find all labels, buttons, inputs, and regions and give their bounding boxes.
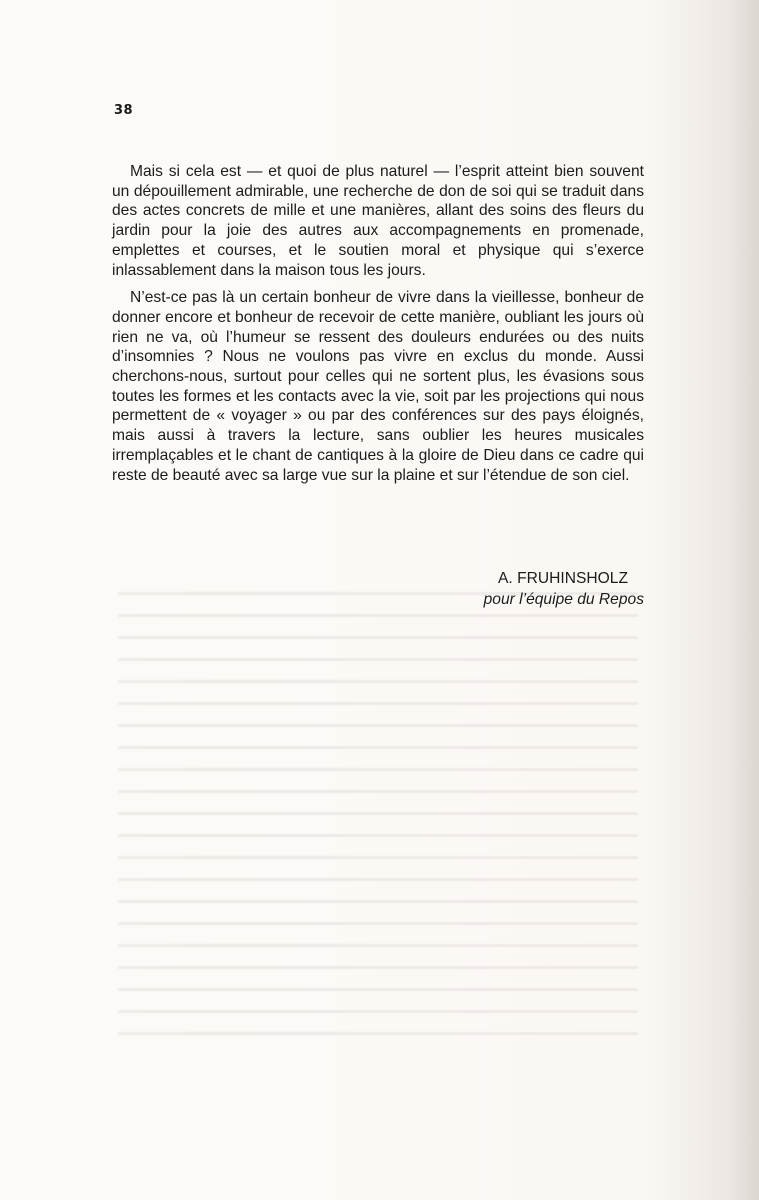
- reverse-side-bleed-through: [118, 580, 638, 1040]
- author-team: pour l’équipe du Repos: [483, 591, 644, 608]
- body-text: [112, 162, 644, 485]
- signature-block: [484, 568, 644, 610]
- author-name: A. FRUHINSHOLZ: [498, 570, 628, 587]
- paragraph-1: Mais si cela est — et quoi de plus naturel — l’esprit atteint bien souvent un dépouillement admirable, une recherche de don de soi qui se traduit dans des actes concrets de mille et une manières, allant des soins des fleurs du jardin pour la joie des autres aux accompagnements en promenade, emplettes et courses, et le soutien moral et physique qui s’exerce inlassablement dans la maison tous les jours.: [112, 163, 644, 279]
- paragraph-2: N’est-ce pas là un certain bonheur de vivre dans la vieillesse, bonheur de donner encore et bonheur de recevoir de cette manière, oubliant les jours où rien ne va, où l’humeur se ressent des douleurs endurées ou des nuits d’insomnies ? Nous ne voulons pas vivre en exclus du monde. Aussi cherchons-nous, surtout pour celles qui ne sortent plus, les évasions sous toutes les formes et les contacts avec la vie, soit par les projections qui nous permettent de « voyager » ou par des conférences sur des pays éloignés, mais aussi à travers la lecture, sans oublier les heures musicales irremplaçables et le chant de cantiques à la gloire de Dieu dans ce cadre qui reste de beauté avec sa large vue sur la plaine et sur l’étendue de son ciel.: [112, 289, 644, 484]
- page-number: 38: [114, 103, 134, 118]
